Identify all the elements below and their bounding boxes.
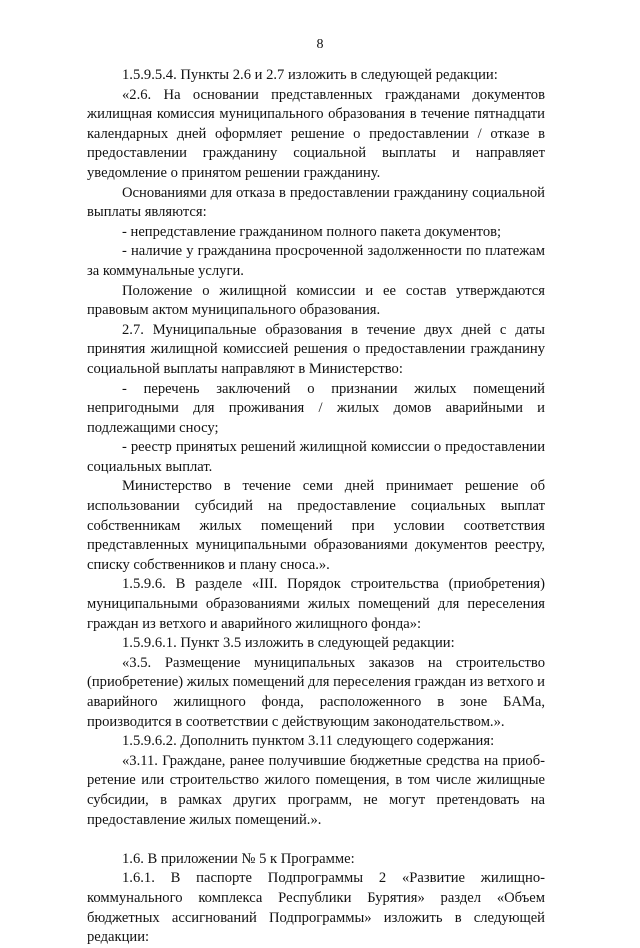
list-item: - непредставление гражданином полного пакета документов; <box>122 223 502 240</box>
paragraph-1-6: 1.6. В приложении № 5 к Программе: <box>122 850 355 867</box>
list-item: - наличие у гражданина просроченной задолженности по платежам за коммунальные услуги. <box>87 243 545 279</box>
paragraph-2-6: «2.6. На основании представленных гражданами документов жилищная комиссия муниципального образования в течение пятнадцати календарных дней оформляет решение о предоставлении / отказе в предоставлении гражданину социальной выплаты и направляет уведомление о принятом решении гражданину. <box>87 86 545 181</box>
paragraph-commission-regulation: Положение о жилищной комиссии и ее состав утверждаются правовым актом муниципального образования. <box>87 282 545 319</box>
paragraph-1-5-9-5-4: 1.5.9.5.4. Пункты 2.6 и 2.7 изложить в следующей редакции: <box>122 67 498 83</box>
paragraph-3-5: «3.5. Размещение муниципальных заказов на строительство (приобретение) жилых помещений для переселения граждан из ветхого и аварийного жилищного фонда, расположенного в зоне БАМа, производится в соответствии с действующим законодательством.». <box>87 654 545 730</box>
paragraph-1-5-9-6-1: 1.5.9.6.1. Пункт 3.5 изложить в следующей редакции: <box>122 635 455 652</box>
paragraph-1-6-1: 1.6.1. В паспорте Подпрограммы 2 «Развитие жилищно-коммунального комплекса Республики Бурятия» раздел «Объем бюджетных ассигнований Подпрограммы» изложить в следующей редакции: <box>87 870 545 946</box>
paragraph-refusal-grounds: Основаниями для отказа в предоставлении гражданину социальной выплаты являются: <box>87 184 545 221</box>
list-item: - перечень заключений о признании жилых помещений непригодными для проживания / жилых домов аварийными и подлежащими сносу; <box>87 380 545 436</box>
paragraph-2-7: 2.7. Муниципальные образования в течение двух дней с даты принятия жилищной комиссией решения о предоставлении гражданину социальной выплаты направляют в Министерство: <box>87 321 545 377</box>
paragraph-ministry-decision: Министерство в течение семи дней принимает решение об использовании субсидий на предоставление социальных выплат собственникам жилых помещений при условии соответствия представленных муниципальными образованиями документов реестру, списку собственников и плану сноса.». <box>87 478 545 573</box>
document-body <box>87 66 545 948</box>
paragraph-1-5-9-6: 1.5.9.6. В разделе «III. Порядок строительства (приобретения) муниципальными образованиями жилых помещений для переселения граждан из ветхого и аварийного жилищного фонда»: <box>87 576 545 632</box>
paragraph-3-11: «3.11. Граждане, ранее получившие бюджетные средства на приобретение или строительство жилого помещения, в том числе жилищные субсидии, в рамках других программ, не могут претендовать на предоставление жилых помещений.». <box>87 752 545 828</box>
paragraph-1-5-9-6-2: 1.5.9.6.2. Дополнить пунктом 3.11 следующего содержания: <box>122 733 495 750</box>
list-item: - реестр принятых решений жилищной комиссии о предоставлении социальных выплат. <box>87 439 545 475</box>
page-number: 8 <box>316 37 324 52</box>
